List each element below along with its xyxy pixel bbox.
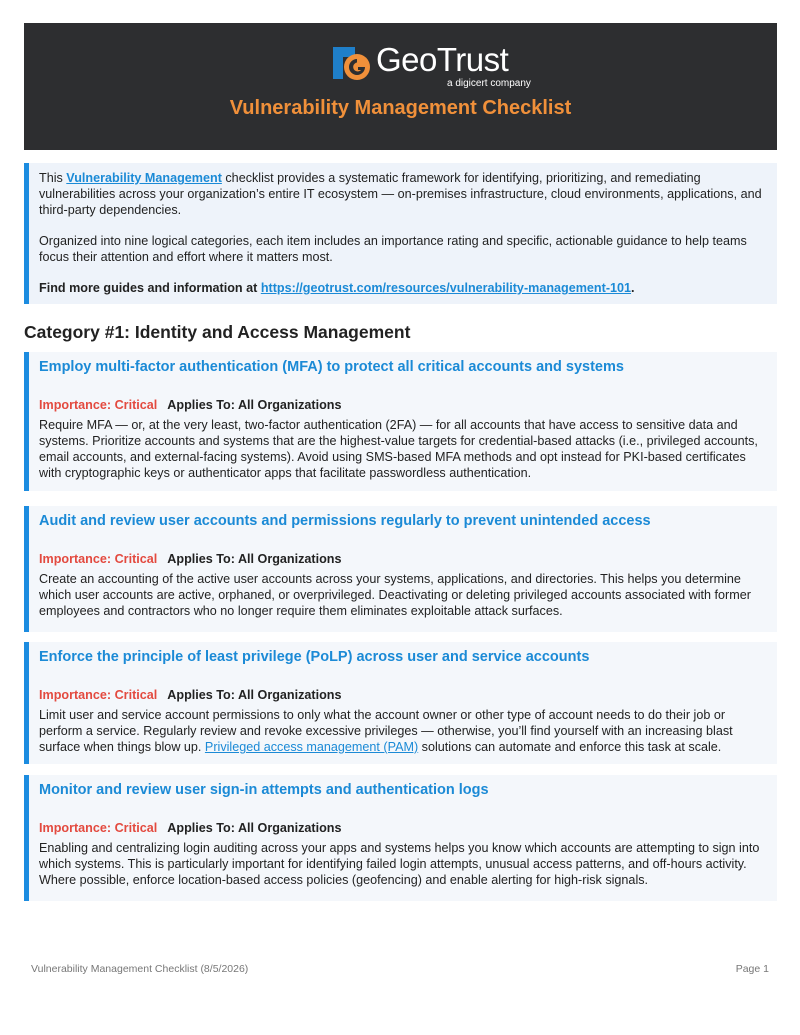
checklist-item-meta [39,397,765,413]
checklist-item-title: Employ multi-factor authentication (MFA) to protect all critical accounts and systems [39,359,624,375]
intro-box [24,163,777,304]
checklist-item [24,775,777,901]
logo-tagline: a digicert company [447,78,531,89]
more-guides-suffix: . [631,281,635,295]
checklist-item [24,352,777,491]
checklist-item [24,506,777,632]
checklist-item-meta [39,551,765,567]
importance-label: Importance: Critical [39,821,158,835]
page-header [24,23,777,150]
body-text-prefix: Limit user and service account permissions to only what the account owner or other type of account needs to do their job or perform a service. Regularly review and revoke excessive privileges — otherwise, you’ll find yourself with an increasing blast surface when things blow up. [39,708,733,754]
intro-paragraph-1 [39,170,765,218]
checklist-item-body: Create an accounting of the active user accounts across your systems, applications, and directories. This helps you determine which user accounts are active, orphaned, or overprivileged. Deactivating or deleting privileged accounts associated with former employees and contractors who no longer require them eliminates exploitable attack surfaces. [39,572,751,618]
geotrust-logo[interactable] [331,41,531,93]
checklist-item-meta [39,687,765,703]
applies-to-label: Applies To: All Organizations [167,398,342,412]
footer-page-number: Page 1 [735,963,769,975]
category-title: Category #1: Identity and Access Management [24,322,411,342]
applies-to-label: Applies To: All Organizations [167,688,342,702]
page-title: Vulnerability Management Checklist [229,97,572,119]
intro-text-suffix: checklist provides a systematic framework for identifying, prioritizing, and remediating vulnerabilities across your organization’s entire IT ecosystem — on-premises infrastructure, cloud environments, applications, and third-party dependencies. [39,171,762,217]
footer-document-title: Vulnerability Management Checklist (8/5/2026) [31,963,249,975]
body-text-suffix: solutions can automate and enforce this task at scale. [418,740,722,754]
pam-link[interactable]: Privileged access management (PAM) [204,740,419,754]
checklist-item-title: Enforce the principle of least privilege (PoLP) across user and service accounts [39,649,590,665]
geotrust-logo-icon [331,45,371,83]
checklist-item-meta [39,820,765,836]
checklist-item-title: Monitor and review user sign-in attempts and authentication logs [39,782,489,798]
guides-url-link[interactable]: https://geotrust.com/resources/vulnerability-management-101 [260,281,632,295]
importance-label: Importance: Critical [39,688,158,702]
importance-label: Importance: Critical [39,552,158,566]
checklist-item-title: Audit and review user accounts and permissions regularly to prevent unintended access [39,513,651,529]
checklist-item-body: Require MFA — or, at the very least, two-factor authentication (2FA) — for all accounts that have access to sensitive data and systems. Prioritize accounts and systems that are the highest-value targets for credential-based attacks (i.e., privileged accounts, email accounts, and external-facing systems). Avoid using SMS-based MFA methods and opt instead for PKI-based certificates with cryptographic keys or authenticator apps that facilitate passwordless authentication. [39,418,758,480]
checklist-item-body: Enabling and centralizing login auditing across your apps and systems helps you know which accounts are attempting to sign into which systems. This is particularly important for identifying failed login attempts, unusual access patterns, and off-hours activity. Where possible, enforce location-based access policies (geofencing) and enable alerting for high-risk signals. [39,841,760,887]
more-guides-line [39,280,765,296]
applies-to-label: Applies To: All Organizations [167,552,342,566]
applies-to-label: Applies To: All Organizations [167,821,342,835]
checklist-item-body [39,707,765,755]
intro-text-prefix: This [39,171,67,185]
vulnerability-management-link[interactable]: Vulnerability Management [66,171,222,185]
logo-wordmark: GeoTrust [376,41,509,78]
more-guides-prefix: Find more guides and information at [39,281,261,295]
importance-label: Importance: Critical [39,398,158,412]
intro-paragraph-2: Organized into nine logical categories, each item includes an importance rating and specific, actionable guidance to help teams focus their attention and effort where it matters most. [39,234,747,264]
checklist-item [24,642,777,764]
